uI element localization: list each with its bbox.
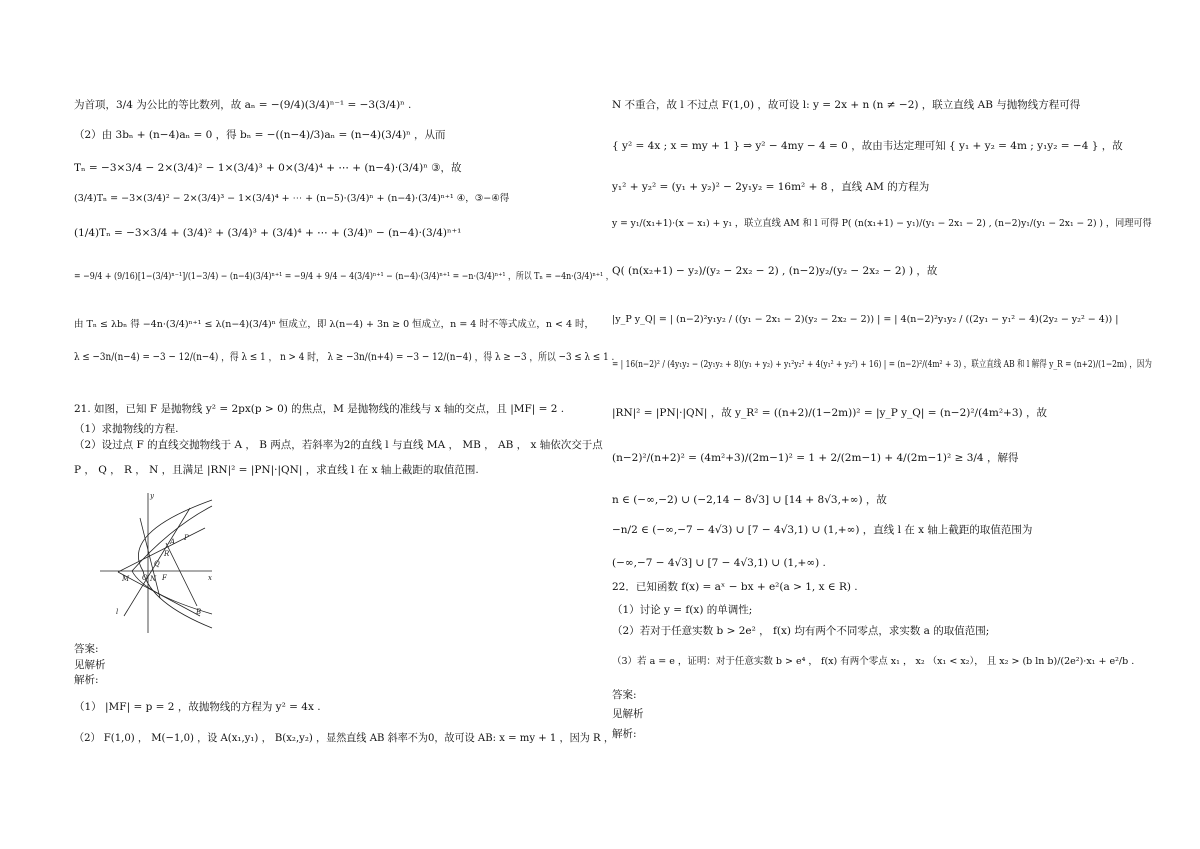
- text-line: （2）若对于任意实数 b > 2e² ， f(x) 均有两个不同零点，求实数 a 的取值范围;: [612, 625, 990, 637]
- right-column: [612, 0, 1172, 849]
- label-f: F: [162, 574, 167, 582]
- text-line: （1）讨论 y = f(x) 的单调性;: [612, 604, 753, 616]
- parabola-figure: [80, 488, 230, 638]
- text-line: { y² = 4x ; x = my + 1 } ⇒ y² − 4my − 4 = 0 ，故由韦达定理可知 { y₁ + y₂ = 4m ; y₁y₂ = −4 } ，故: [612, 140, 1123, 152]
- label-l: l: [116, 608, 119, 616]
- label-x: x: [208, 574, 212, 582]
- text-line: （1）求抛物线的方程.: [74, 423, 179, 435]
- text-line: |RN|² = |PN|·|QN| ，故 y_R² = ((n+2)/(1−2m))² = |y_P y_Q| = (n−2)²/(4m²+3) ，故: [612, 407, 1047, 419]
- text-line: 为首项，3/4 为公比的等比数列，故 aₙ = −(9/4)(3/4)ⁿ⁻¹ = −3(3/4)ⁿ .: [74, 99, 412, 111]
- label-b: B: [196, 608, 202, 616]
- parabola-curve-2: [132, 506, 212, 614]
- text-line: y = y₁/(x₁+1)·(x − x₁) + y₁ ，联立直线 AM 和 l 可得 P( (n(x₁+1) − y₁)/(y₁ − 2x₁ − 2) , (n−2)y₁/(y₁ − 2x₁ − 2) ) ，同理可得: [612, 218, 1152, 229]
- text-line: （2）设过点 F 的直线交抛物线于 A ， B 两点，若斜率为2的直线 l 与直线 MA ， MB ， AB ， x 轴依次交于点: [74, 439, 603, 451]
- line-ma: [118, 528, 205, 572]
- label-r: R: [164, 550, 170, 558]
- text-line: = | 16(n−2)² / (4y₁y₂ − (2y₁y₂ + 8)(y₁ + y₂) + y₁²y₂² + 4(y₁² + y₂²) + 16) | = (n−2)²/(4m² + 3) ，联立直线 AB 和 l 解得 y_R = (n+2)/(1−2m) ，因为: [612, 359, 1152, 370]
- answer-value: 见解析: [74, 659, 106, 671]
- text-line: Q( (n(x₂+1) − y₂)/(y₂ − 2x₂ − 2) , (n−2)y₂/(y₂ − 2x₂ − 2) ) ，故: [612, 265, 938, 277]
- left-column: [74, 0, 634, 849]
- label-m: M: [122, 575, 130, 583]
- text-line: 由 Tₙ ≤ λbₙ 得 −4n·(3/4)ⁿ⁺¹ ≤ λ(n−4)(3/4)ⁿ 恒成立，即 λ(n−4) + 3n ≥ 0 恒成立，n = 4 时不等式成立，n < 4 时，: [74, 319, 595, 330]
- text-line: |y_P y_Q| = | (n−2)²y₁y₂ / ((y₁ − 2x₁ − 2)(y₂ − 2x₂ − 2)) | = | 4(n−2)²y₁y₂ / ((2y₁ − y₁² − 4)(2y₂ − y₂² − 4)) |: [612, 314, 1119, 325]
- solution-label: 解析:: [612, 728, 637, 740]
- text-line: Tₙ = −3×3/4 − 2×(3/4)² − 1×(3/4)³ + 0×(3/4)⁴ + ⋯ + (n−4)·(3/4)ⁿ ③，故: [74, 162, 462, 174]
- label-y: y: [150, 492, 154, 500]
- text-line: (−∞,−7 − 4√3] ∪ [7 − 4√3,1) ∪ (1,+∞) .: [612, 557, 826, 569]
- label-q: Q: [154, 560, 160, 568]
- text-line: （2） F(1,0) ， M(−1,0) ，设 A(x₁,y₁) ， B(x₂,y₂) ，显然直线 AB 斜率不为0，故可设 AB: x = my + 1 ，因为 R ，: [74, 732, 614, 744]
- text-line: = −9/4 + (9/16)[1−(3/4)ⁿ⁻¹]/(1−3/4) − (n−4)(3/4)ⁿ⁺¹ = −9/4 + 9/4 − 4(3/4)ⁿ⁺¹ − (n−4)·(3/4)ⁿ⁺¹ = −n·(3/4)ⁿ⁺¹ ，所以 Tₙ = −4n·(3/4)ⁿ⁺¹ ，: [74, 271, 614, 282]
- solution-label: 解析:: [74, 674, 99, 686]
- label-p: P: [184, 534, 189, 542]
- text-line: (1/4)Tₙ = −3×3/4 + (3/4)² + (3/4)³ + (3/4)⁴ + ⋯ + (3/4)ⁿ − (n−4)·(3/4)ⁿ⁺¹: [74, 227, 462, 239]
- problem-21-title: 21. 如图，已知 F 是抛物线 y² = 2px(p > 0) 的焦点，M 是抛物线的准线与 x 轴的交点，且 |MF| = 2 .: [74, 403, 565, 415]
- answer-label: 答案:: [612, 689, 637, 701]
- answer-label: 答案:: [74, 643, 99, 655]
- text-line: N 不重合，故 l 不过点 F(1,0) ，故可设 l: y = 2x + n (n ≠ −2) ，联立直线 AB 与抛物线方程可得: [612, 99, 1081, 111]
- text-line: −n/2 ∈ (−∞,−7 − 4√3) ∪ [7 − 4√3,1) ∪ (1,+∞) ，直线 l 在 x 轴上截距的取值范围为: [612, 524, 1033, 536]
- answer-value: 见解析: [612, 708, 644, 720]
- line-ab: [166, 543, 197, 606]
- text-line: （1） |MF| = p = 2 ，故抛物线的方程为 y² = 4x .: [74, 701, 321, 713]
- text-line: (3/4)Tₙ = −3×(3/4)² − 2×(3/4)³ − 1×(3/4)⁴ + ⋯ + (n−5)·(3/4)ⁿ + (n−4)·(3/4)ⁿ⁺¹ ④，③−④得: [74, 193, 510, 204]
- problem-22-title: 22．已知函数 f(x) = aˣ − bx + e²(a > 1, x ∈ R) .: [612, 581, 858, 593]
- text-line: y₁² + y₂² = (y₁ + y₂)² − 2y₁y₂ = 16m² + 8 ，直线 AM 的方程为: [612, 181, 930, 193]
- text-line: （3）若 a = e ，证明：对于任意实数 b > e⁴ ， f(x) 有两个零点 x₁ ， x₂ （x₁ < x₂）， 且 x₂ > (b ln b)/(2e²)·x₁ + e²/b .: [612, 656, 1135, 667]
- text-line: λ ≤ −3n/(n−4) = −3 − 12/(n−4) ，得 λ ≤ 1 ， n > 4 时， λ ≥ −3n/(n+4) = −3 − 12/(n−4) ，得 λ ≥ −3 ，所以 −3 ≤ λ ≤ 1 .: [74, 351, 615, 363]
- label-a: A: [170, 538, 176, 546]
- text-line: (n−2)²/(n+2)² = (4m²+3)/(2m−1)² = 1 + 2/(2m−1) + 4/(2m−1)² ≥ 3/4 ，解得: [612, 452, 1019, 464]
- label-n: N: [150, 575, 157, 583]
- label-o: O: [142, 574, 148, 582]
- text-line: （2）由 3bₙ + (n−4)aₙ = 0 ，得 bₙ = −((n−4)/3)aₙ = (n−4)(3/4)ⁿ ，从而: [74, 129, 446, 141]
- text-line: n ∈ (−∞,−2) ∪ (−2,14 − 8√3] ∪ [14 + 8√3,+∞) ，故: [612, 494, 887, 506]
- text-line: P ， Q ， R ， N ，且满足 |RN|² = |PN|·|QN| ，求直线 l 在 x 轴上截距的取值范围.: [74, 464, 479, 476]
